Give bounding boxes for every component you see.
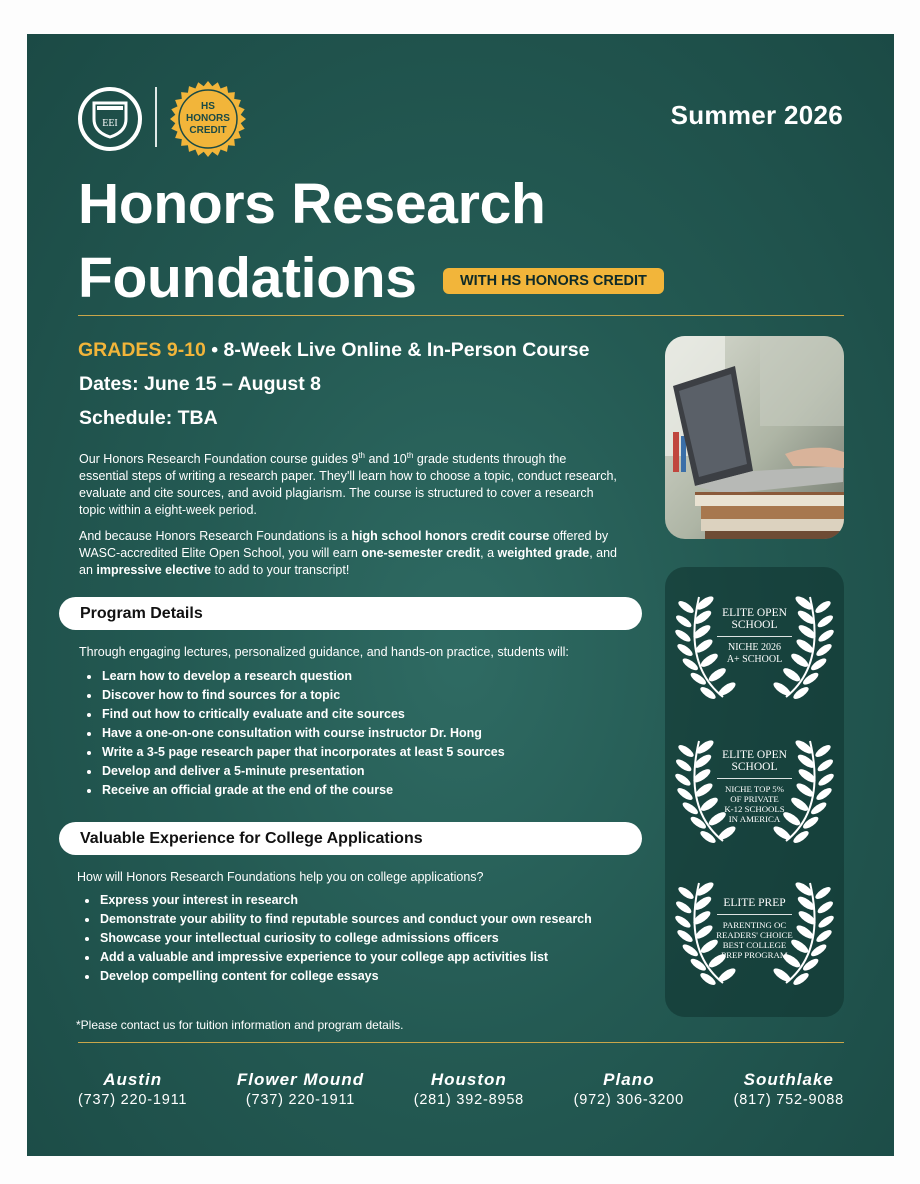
locations bbox=[78, 1070, 844, 1108]
header-divider bbox=[78, 315, 844, 316]
program-details-heading: Program Details bbox=[59, 597, 642, 630]
award-subtitle: OF PRIVATE bbox=[730, 794, 779, 804]
award-subtitle: READERS' CHOICE bbox=[716, 930, 793, 940]
footer-divider bbox=[78, 1042, 844, 1043]
logo-monogram: EEI bbox=[102, 118, 118, 129]
award-subtitle: BEST COLLEGE bbox=[722, 940, 787, 950]
list-item: Add a valuable and impressive experience to your college app activities list bbox=[77, 948, 592, 967]
grades-label: GRADES 9-10 bbox=[78, 339, 206, 361]
seal-line-2: HONORS bbox=[186, 113, 230, 124]
college-experience-heading: Valuable Experience for College Applications bbox=[59, 822, 642, 855]
list-item: Showcase your intellectual curiosity to college admissions officers bbox=[77, 929, 592, 948]
course-schedule: Schedule: TBA bbox=[79, 407, 218, 429]
list-item: Receive an official grade at the end of the course bbox=[79, 781, 505, 800]
college-list bbox=[77, 891, 592, 986]
list-item: Find out how to critically evaluate and cite sources bbox=[79, 705, 505, 724]
title-line-2: Foundations bbox=[78, 246, 417, 310]
location-flower-mound: Flower Mound (737) 220-1911 bbox=[236, 1070, 365, 1108]
list-item: Write a 3-5 page research paper that incorporates at least 5 sources bbox=[79, 743, 505, 762]
award-subtitle: K-12 SCHOOLS bbox=[724, 804, 785, 814]
list-item: Discover how to find sources for a topic bbox=[79, 686, 505, 705]
tuition-note: *Please contact us for tuition information and program details. bbox=[76, 1018, 404, 1032]
program-intro: Through engaging lectures, personalized guidance, and hands-on practice, students will: bbox=[79, 645, 569, 659]
award-subtitle: NICHE 2026 bbox=[727, 642, 782, 653]
list-item: Develop and deliver a 5-minute presentation bbox=[79, 762, 505, 781]
award-title: ELITE PREP bbox=[723, 897, 786, 909]
location-plano: Plano (972) 306-3200 bbox=[573, 1070, 684, 1108]
award-subtitle: IN AMERICA bbox=[728, 814, 781, 824]
honors-credit-seal bbox=[169, 80, 247, 158]
award-niche-a-plus bbox=[665, 585, 844, 705]
laptop-books-photo bbox=[665, 336, 844, 539]
award-parenting-oc bbox=[665, 871, 844, 991]
award-subtitle: PREP PROGRAM bbox=[721, 950, 788, 960]
course-dates: Dates: June 15 – August 8 bbox=[79, 373, 322, 395]
flyer bbox=[27, 34, 894, 1156]
award-niche-top-5 bbox=[665, 729, 844, 849]
college-intro: How will Honors Research Foundations help you on college applications? bbox=[77, 870, 484, 884]
grades-line bbox=[78, 339, 589, 362]
shield-icon bbox=[88, 97, 132, 141]
seal-line-1: HS bbox=[201, 101, 215, 112]
list-item: Develop compelling content for college essays bbox=[77, 967, 592, 986]
season-label: Summer 2026 bbox=[670, 100, 843, 130]
award-title: SCHOOL bbox=[731, 761, 778, 773]
award-subtitle: A+ SCHOOL bbox=[726, 654, 783, 665]
title-line-1: Honors Research bbox=[78, 172, 546, 236]
course-format: • 8-Week Live Online & In-Person Course bbox=[205, 339, 590, 361]
logo-separator bbox=[155, 87, 157, 147]
seal-line-3: CREDIT bbox=[189, 125, 227, 136]
list-item: Demonstrate your ability to find reputable sources and conduct your own research bbox=[77, 910, 592, 929]
school-logo bbox=[78, 87, 142, 151]
program-list bbox=[79, 667, 505, 800]
award-title: SCHOOL bbox=[731, 619, 778, 631]
awards-panel bbox=[665, 567, 844, 1017]
location-houston: Houston (281) 392-8958 bbox=[413, 1070, 525, 1108]
credit-description: And because Honors Research Foundations is a high school honors credit course offered by WASC-accredited Elite Open School, you will earn one-semester credit, a weighted grade, and an impressive elective to add to your transcript! bbox=[79, 529, 617, 577]
honors-credit-pill: WITH HS HONORS CREDIT bbox=[443, 268, 664, 294]
award-subtitle: NICHE TOP 5% bbox=[725, 784, 784, 794]
location-austin: Austin (737) 220-1911 bbox=[78, 1070, 188, 1108]
award-title: ELITE OPEN bbox=[722, 749, 787, 761]
award-subtitle: PARENTING OC bbox=[722, 920, 787, 930]
course-description: Our Honors Research Foundation course guides 9th and 10th grade students through the essential steps of writing a research paper. They'll learn how to choose a topic, conduct research, evaluate and cite sources, and avoid plagiarism. The course is structured to cover a research topic within a eight-week period. bbox=[79, 451, 617, 518]
list-item: Express your interest in research bbox=[77, 891, 592, 910]
award-title: ELITE OPEN bbox=[722, 607, 787, 619]
location-southlake: Southlake (817) 752-9088 bbox=[733, 1070, 844, 1108]
list-item: Have a one-on-one consultation with course instructor Dr. Hong bbox=[79, 724, 505, 743]
list-item: Learn how to develop a research question bbox=[79, 667, 505, 686]
